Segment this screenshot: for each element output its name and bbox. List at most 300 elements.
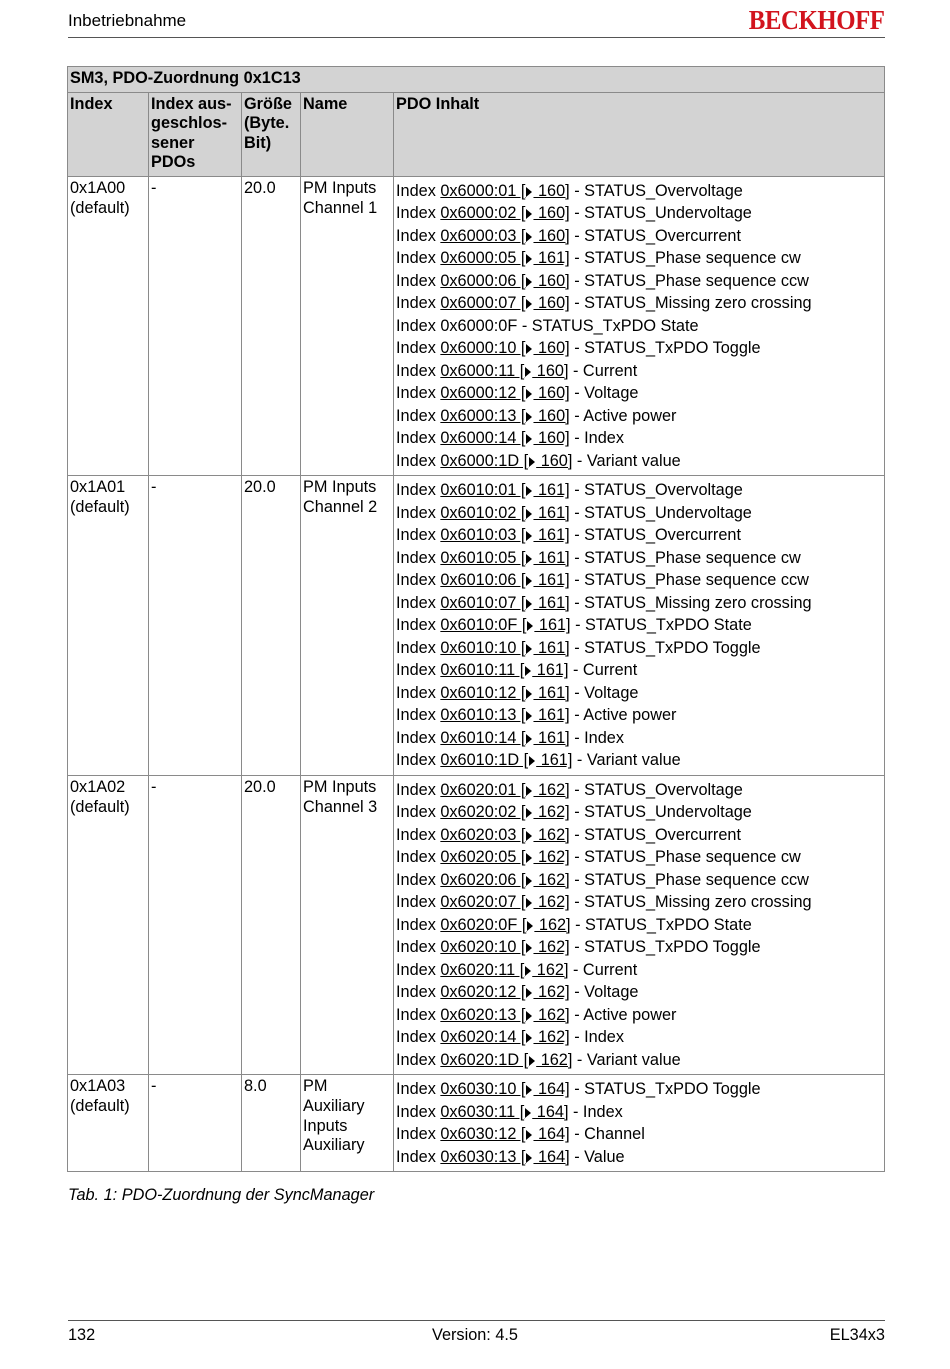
entry-page-ref: 161] — [536, 751, 573, 770]
column-header-text: Name — [303, 94, 348, 113]
entry-index-link[interactable] — [440, 526, 569, 544]
entry-index: 0x6010:11 [ — [440, 661, 525, 680]
entry-description: - STATUS_Missing zero crossing — [569, 294, 812, 313]
link-arrow-icon — [526, 1130, 532, 1140]
pdo-index: 0x1A01 — [70, 478, 126, 497]
entry-index-link[interactable] — [440, 661, 568, 679]
excluded-pdos-cell: - — [149, 1075, 242, 1172]
link-arrow-icon — [526, 232, 532, 242]
entry-description: - STATUS_Overcurrent — [569, 526, 741, 545]
link-arrow-icon — [526, 1085, 532, 1095]
entry-description: - Value — [569, 1147, 625, 1166]
pdo-entry — [396, 1004, 882, 1027]
link-arrow-icon — [526, 734, 532, 744]
entry-description: - Index — [569, 429, 624, 448]
entry-index: 0x6020:11 [ — [440, 960, 525, 979]
entry-index-link[interactable] — [440, 706, 569, 724]
col-header-size — [242, 92, 301, 176]
entry-index-link[interactable] — [440, 481, 569, 499]
entry-page-ref: 162] — [533, 1028, 570, 1047]
pdo-content-cell — [394, 476, 885, 776]
excluded-pdos-cell: - — [149, 775, 242, 1075]
entry-index: 0x6010:03 [ — [440, 526, 526, 545]
entry-index: 0x6010:1D [ — [440, 751, 529, 770]
entry-description: - Active power — [569, 706, 677, 725]
entry-prefix: Index — [396, 316, 441, 335]
pdo-entry — [396, 727, 882, 750]
entry-description: - Channel — [569, 1125, 645, 1144]
entry-page-ref: 160] — [533, 406, 570, 425]
link-arrow-icon — [526, 344, 532, 354]
pdo-index: 0x1A00 — [70, 178, 126, 197]
link-arrow-icon — [526, 1033, 532, 1043]
entry-page-ref: 162] — [533, 938, 570, 957]
entry-index-link[interactable] — [440, 407, 569, 425]
entry-index: 0x6020:02 [ — [440, 803, 526, 822]
entry-prefix: Index — [396, 1080, 441, 1099]
pdo-entry — [396, 1146, 882, 1169]
entry-prefix: Index — [396, 571, 441, 590]
entry-index-link[interactable] — [440, 961, 568, 979]
entry-index-link[interactable] — [440, 1125, 569, 1143]
entry-prefix: Index — [396, 406, 441, 425]
entry-index-link[interactable] — [440, 803, 569, 821]
entry-prefix: Index — [396, 848, 441, 867]
header-divider — [68, 37, 885, 38]
entry-index-link[interactable] — [440, 1103, 568, 1121]
entry-page-ref: 160] — [533, 271, 570, 290]
entry-page-ref: 161] — [533, 249, 570, 268]
link-arrow-icon — [526, 831, 532, 841]
entry-page-ref: 160] — [533, 181, 570, 200]
entry-prefix: Index — [396, 1050, 441, 1069]
entry-description: - STATUS_Undervoltage — [569, 503, 752, 522]
link-arrow-icon — [529, 756, 535, 766]
entry-prefix: Index — [396, 271, 441, 290]
link-arrow-icon — [526, 576, 532, 586]
link-arrow-icon — [526, 898, 532, 908]
entry-page-ref: 161] — [533, 593, 570, 612]
link-arrow-icon — [526, 599, 532, 609]
entry-index: 0x6020:10 [ — [440, 938, 526, 957]
entry-description: - STATUS_Overcurrent — [569, 825, 741, 844]
pdo-index: 0x1A03 — [70, 1077, 126, 1096]
pdo-entry — [396, 1026, 882, 1049]
entry-prefix: Index — [396, 481, 441, 500]
pdo-entry — [396, 479, 882, 502]
footer-divider — [68, 1320, 885, 1321]
pdo-entry — [396, 427, 882, 450]
link-arrow-icon — [526, 531, 532, 541]
entry-prefix: Index — [396, 706, 441, 725]
pdo-name: Inputs — [303, 1116, 348, 1135]
entry-prefix: Index — [396, 983, 441, 1002]
pdo-name-cell — [301, 176, 394, 476]
entry-description: - Voltage — [569, 384, 639, 403]
entry-index: 0x6000:06 [ — [440, 271, 526, 290]
entry-index: 0x6000:02 [ — [440, 204, 526, 223]
entry-description: - STATUS_Overvoltage — [569, 780, 743, 799]
entry-prefix: Index — [396, 204, 441, 223]
pdo-entry — [396, 1101, 882, 1124]
pdo-entry — [396, 569, 882, 592]
entry-prefix: Index — [396, 226, 441, 245]
entry-index-link[interactable] — [440, 384, 569, 402]
entry-index-link[interactable] — [440, 339, 569, 357]
link-arrow-icon — [526, 853, 532, 863]
entry-index-link[interactable] — [440, 504, 569, 522]
entry-index-link[interactable] — [440, 751, 572, 769]
entry-description: - Index — [569, 728, 624, 747]
size-cell: 20.0 — [242, 176, 301, 476]
column-header-text: Index — [70, 94, 113, 113]
entry-page-ref: 161] — [533, 548, 570, 567]
pdo-entry — [396, 749, 882, 772]
entry-index-link[interactable] — [440, 1148, 569, 1166]
pdo-entry — [396, 891, 882, 914]
size-cell: 8.0 — [242, 1075, 301, 1172]
entry-page-ref: 161] — [533, 728, 570, 747]
pdo-entry — [396, 659, 882, 682]
product-name: EL34x3 — [829, 1326, 885, 1344]
entry-page-ref: 160] — [532, 361, 569, 380]
pdo-index-cell — [68, 775, 149, 1075]
pdo-index: (default) — [70, 198, 130, 217]
entry-page-ref: 161] — [533, 683, 570, 702]
entry-prefix: Index — [396, 1147, 441, 1166]
entry-index-link[interactable] — [440, 204, 569, 222]
pdo-index-cell — [68, 476, 149, 776]
link-arrow-icon — [525, 1108, 531, 1118]
pdo-entry — [396, 315, 882, 338]
pdo-entry — [396, 180, 882, 203]
entry-description: - Voltage — [569, 983, 639, 1002]
entry-prefix: Index — [396, 451, 441, 470]
entry-index-link[interactable] — [440, 871, 569, 889]
entry-prefix: Index — [396, 548, 441, 567]
entry-index: 0x6020:1D [ — [440, 1050, 529, 1069]
pdo-entry — [396, 614, 882, 637]
link-arrow-icon — [526, 808, 532, 818]
link-arrow-icon — [526, 943, 532, 953]
column-header-text: Index aus- — [151, 94, 232, 113]
entry-page-ref: 162] — [533, 825, 570, 844]
pdo-entry — [396, 382, 882, 405]
pdo-index: 0x1A02 — [70, 777, 126, 796]
entry-index: 0x6010:10 [ — [440, 638, 526, 657]
entry-page-ref: 164] — [533, 1147, 570, 1166]
pdo-entry — [396, 824, 882, 847]
entry-prefix: Index — [396, 1005, 441, 1024]
entry-index: 0x6000:03 [ — [440, 226, 526, 245]
entry-index-link[interactable] — [440, 594, 569, 612]
page-number: 132 — [68, 1326, 96, 1344]
pdo-name: Auxiliary — [303, 1097, 365, 1116]
entry-page-ref: 162] — [533, 983, 570, 1002]
entry-index-link[interactable] — [440, 1080, 569, 1098]
link-arrow-icon — [526, 209, 532, 219]
pdo-entry — [396, 1049, 882, 1072]
col-header-index — [68, 92, 149, 176]
entry-index: 0x6010:06 [ — [440, 571, 526, 590]
entry-index: 0x6020:03 [ — [440, 825, 526, 844]
pdo-entry — [396, 959, 882, 982]
pdo-entry — [396, 936, 882, 959]
entry-prefix: Index — [396, 1102, 441, 1121]
table-row — [68, 775, 885, 1075]
entry-prefix: Index — [396, 825, 441, 844]
pdo-entry — [396, 1078, 882, 1101]
entry-description: - STATUS_Phase sequence ccw — [569, 571, 809, 590]
entry-page-ref: 160] — [536, 451, 573, 470]
entry-prefix: Index — [396, 728, 441, 747]
entry-index-link[interactable] — [440, 429, 569, 447]
entry-description: - STATUS_TxPDO State — [570, 915, 752, 934]
entry-description: - STATUS_Missing zero crossing — [569, 893, 812, 912]
entry-index-link[interactable] — [440, 1028, 569, 1046]
link-arrow-icon — [526, 299, 532, 309]
entry-prefix: Index — [396, 803, 441, 822]
pdo-entry — [396, 592, 882, 615]
entry-description: - Variant value — [572, 451, 681, 470]
link-arrow-icon — [529, 457, 535, 467]
entry-description: - STATUS_Phase sequence cw — [569, 249, 801, 268]
entry-page-ref: 161] — [533, 481, 570, 500]
entry-index-link[interactable] — [440, 983, 569, 1001]
entry-prefix: Index — [396, 960, 441, 979]
entry-index: 0x6000:11 [ — [440, 361, 525, 380]
pdo-entry — [396, 405, 882, 428]
entry-description: - STATUS_TxPDO State — [570, 616, 752, 635]
pdo-assignment-table — [67, 66, 885, 1172]
entry-page-ref: 161] — [534, 616, 571, 635]
entry-prefix: Index — [396, 780, 441, 799]
link-arrow-icon — [525, 666, 531, 676]
pdo-name: Auxiliary — [303, 1136, 365, 1155]
pdo-name: Channel 1 — [303, 198, 378, 217]
link-arrow-icon — [526, 486, 532, 496]
entry-page-ref: 160] — [533, 204, 570, 223]
entry-page-ref: 162] — [533, 1005, 570, 1024]
entry-index-link[interactable] — [440, 182, 569, 200]
entry-page-ref: 162] — [532, 960, 569, 979]
entry-page-ref: 164] — [533, 1080, 570, 1099]
entry-index-link[interactable] — [440, 227, 569, 245]
pdo-content-cell — [394, 176, 885, 476]
pdo-index-cell — [68, 1075, 149, 1172]
entry-prefix: Index — [396, 181, 441, 200]
excluded-pdos-cell: - — [149, 476, 242, 776]
entry-index: 0x6030:13 [ — [440, 1147, 526, 1166]
entry-page-ref: 160] — [533, 294, 570, 313]
pdo-entry — [396, 225, 882, 248]
entry-description: - Active power — [569, 1005, 677, 1024]
entry-page-ref: 161] — [533, 706, 570, 725]
entry-page-ref: 160] — [533, 226, 570, 245]
size-cell: 20.0 — [242, 476, 301, 776]
col-header-excluded — [149, 92, 242, 176]
entry-description: - STATUS_Phase sequence cw — [569, 548, 801, 567]
pdo-name: PM Inputs — [303, 777, 377, 796]
pdo-entry — [396, 270, 882, 293]
entry-index-link[interactable] — [440, 249, 569, 267]
entry-index-link[interactable] — [440, 729, 569, 747]
pdo-entry — [396, 704, 882, 727]
link-arrow-icon — [526, 277, 532, 287]
entry-index: 0x6020:07 [ — [440, 893, 526, 912]
entry-prefix: Index — [396, 526, 441, 545]
table-row — [68, 176, 885, 476]
col-header-content — [394, 92, 885, 176]
entry-index: 0x6010:01 [ — [440, 481, 526, 500]
entry-description: - Voltage — [569, 683, 639, 702]
entry-page-ref: 161] — [533, 503, 570, 522]
entry-page-ref: 160] — [533, 339, 570, 358]
entry-description: - Current — [568, 361, 638, 380]
entry-index-link[interactable] — [440, 826, 569, 844]
entry-index-link[interactable] — [440, 639, 569, 657]
pdo-entry — [396, 524, 882, 547]
pdo-index-cell — [68, 176, 149, 476]
link-arrow-icon — [526, 786, 532, 796]
pdo-entry — [396, 292, 882, 315]
entry-index-link[interactable] — [440, 938, 569, 956]
entry-index-link[interactable] — [440, 1006, 569, 1024]
size-cell: 20.0 — [242, 775, 301, 1075]
entry-page-ref: 161] — [532, 661, 569, 680]
pdo-entry — [396, 846, 882, 869]
entry-index-link[interactable] — [440, 362, 568, 380]
entry-description: - STATUS_Undervoltage — [569, 803, 752, 822]
table-title: Tab. 1: PDO-Zuordnung der SyncManager — [68, 1186, 375, 1204]
entry-prefix: Index — [396, 339, 441, 358]
pdo-name: Channel 2 — [303, 498, 378, 517]
pdo-name: PM — [303, 1077, 328, 1096]
column-header-text: sener — [151, 133, 195, 152]
entry-index-link[interactable] — [440, 893, 569, 911]
pdo-index: (default) — [70, 1097, 130, 1116]
entry-index: 0x6030:12 [ — [440, 1125, 526, 1144]
entry-index: 0x6000:05 [ — [440, 249, 526, 268]
entry-description: - Index — [568, 1102, 623, 1121]
entry-page-ref: 162] — [533, 893, 570, 912]
link-arrow-icon — [526, 644, 532, 654]
pdo-entry — [396, 337, 882, 360]
entry-prefix: Index — [396, 893, 441, 912]
entry-index: 0x6020:0F [ — [440, 915, 527, 934]
entry-prefix: Index — [396, 870, 441, 889]
entry-index-link[interactable] — [440, 848, 569, 866]
pdo-entry — [396, 1123, 882, 1146]
pdo-entry — [396, 202, 882, 225]
entry-index: 0x6010:12 [ — [440, 683, 526, 702]
entry-description: - STATUS_Phase sequence cw — [569, 848, 801, 867]
link-arrow-icon — [526, 554, 532, 564]
entry-description: - STATUS_Phase sequence ccw — [569, 870, 809, 889]
entry-index-link[interactable] — [440, 452, 572, 470]
entry-prefix: Index — [396, 384, 441, 403]
entry-description: - STATUS_Missing zero crossing — [569, 593, 812, 612]
entry-index: 0x6000:14 [ — [440, 429, 526, 448]
entry-description: - STATUS_Phase sequence ccw — [569, 271, 809, 290]
entry-page-ref: 164] — [533, 1125, 570, 1144]
column-header-text: PDO Inhalt — [396, 94, 480, 113]
link-arrow-icon — [525, 367, 531, 377]
entry-index: 0x6000:13 [ — [440, 406, 526, 425]
pdo-name: PM Inputs — [303, 478, 377, 497]
entry-index: 0x6020:12 [ — [440, 983, 526, 1002]
entry-description: - STATUS_Overcurrent — [569, 226, 741, 245]
entry-index-link[interactable] — [440, 272, 569, 290]
entry-index: 0x6010:14 [ — [440, 728, 526, 747]
entry-index-link[interactable] — [440, 781, 569, 799]
entry-index: 0x6020:05 [ — [440, 848, 526, 867]
pdo-name-cell — [301, 775, 394, 1075]
entry-index: 0x6000:0F — [440, 316, 518, 335]
entry-index: 0x6020:06 [ — [440, 870, 526, 889]
brand-logo: BECKHOFF — [749, 5, 885, 35]
entry-prefix: Index — [396, 1028, 441, 1047]
pdo-content-cell — [394, 775, 885, 1075]
link-arrow-icon — [526, 1153, 532, 1163]
entry-description: - Active power — [569, 406, 677, 425]
entry-index: 0x6010:07 [ — [440, 593, 526, 612]
pdo-name-cell — [301, 476, 394, 776]
pdo-entry — [396, 801, 882, 824]
entry-index: 0x6020:13 [ — [440, 1005, 526, 1024]
entry-page-ref: 162] — [533, 848, 570, 867]
link-arrow-icon — [526, 509, 532, 519]
entry-prefix: Index — [396, 661, 441, 680]
link-arrow-icon — [526, 876, 532, 886]
entry-page-ref: 161] — [533, 571, 570, 590]
entry-description: - STATUS_TxPDO Toggle — [569, 638, 761, 657]
link-arrow-icon — [526, 254, 532, 264]
link-arrow-icon — [527, 621, 533, 631]
entry-index: 0x6000:1D [ — [440, 451, 529, 470]
pdo-content-cell — [394, 1075, 885, 1172]
entry-prefix: Index — [396, 938, 441, 957]
entry-index: 0x6010:02 [ — [440, 503, 526, 522]
entry-description: - Variant value — [572, 751, 681, 770]
link-arrow-icon — [526, 434, 532, 444]
pdo-entry — [396, 247, 882, 270]
entry-index-link[interactable] — [440, 571, 569, 589]
entry-index-link[interactable] — [440, 616, 570, 634]
entry-index-link[interactable] — [440, 1051, 572, 1069]
entry-index-link[interactable] — [440, 549, 569, 567]
entry-prefix: Index — [396, 616, 441, 635]
link-arrow-icon — [526, 389, 532, 399]
link-arrow-icon — [525, 966, 531, 976]
entry-index: 0x6030:11 [ — [440, 1102, 525, 1121]
entry-index-link[interactable] — [440, 916, 570, 934]
entry-index: 0x6000:12 [ — [440, 384, 526, 403]
entry-prefix: Index — [396, 429, 441, 448]
entry-index-link[interactable] — [440, 684, 569, 702]
entry-prefix: Index — [396, 751, 441, 770]
pdo-index: (default) — [70, 797, 130, 816]
entry-page-ref: 162] — [533, 870, 570, 889]
pdo-index: (default) — [70, 498, 130, 517]
pdo-entry — [396, 682, 882, 705]
entry-description: - STATUS_TxPDO Toggle — [569, 1080, 761, 1099]
pdo-entry — [396, 914, 882, 937]
entry-page-ref: 161] — [533, 638, 570, 657]
entry-index-link[interactable] — [440, 294, 569, 312]
entry-description: - Index — [569, 1028, 624, 1047]
entry-description: - STATUS_TxPDO Toggle — [569, 339, 761, 358]
